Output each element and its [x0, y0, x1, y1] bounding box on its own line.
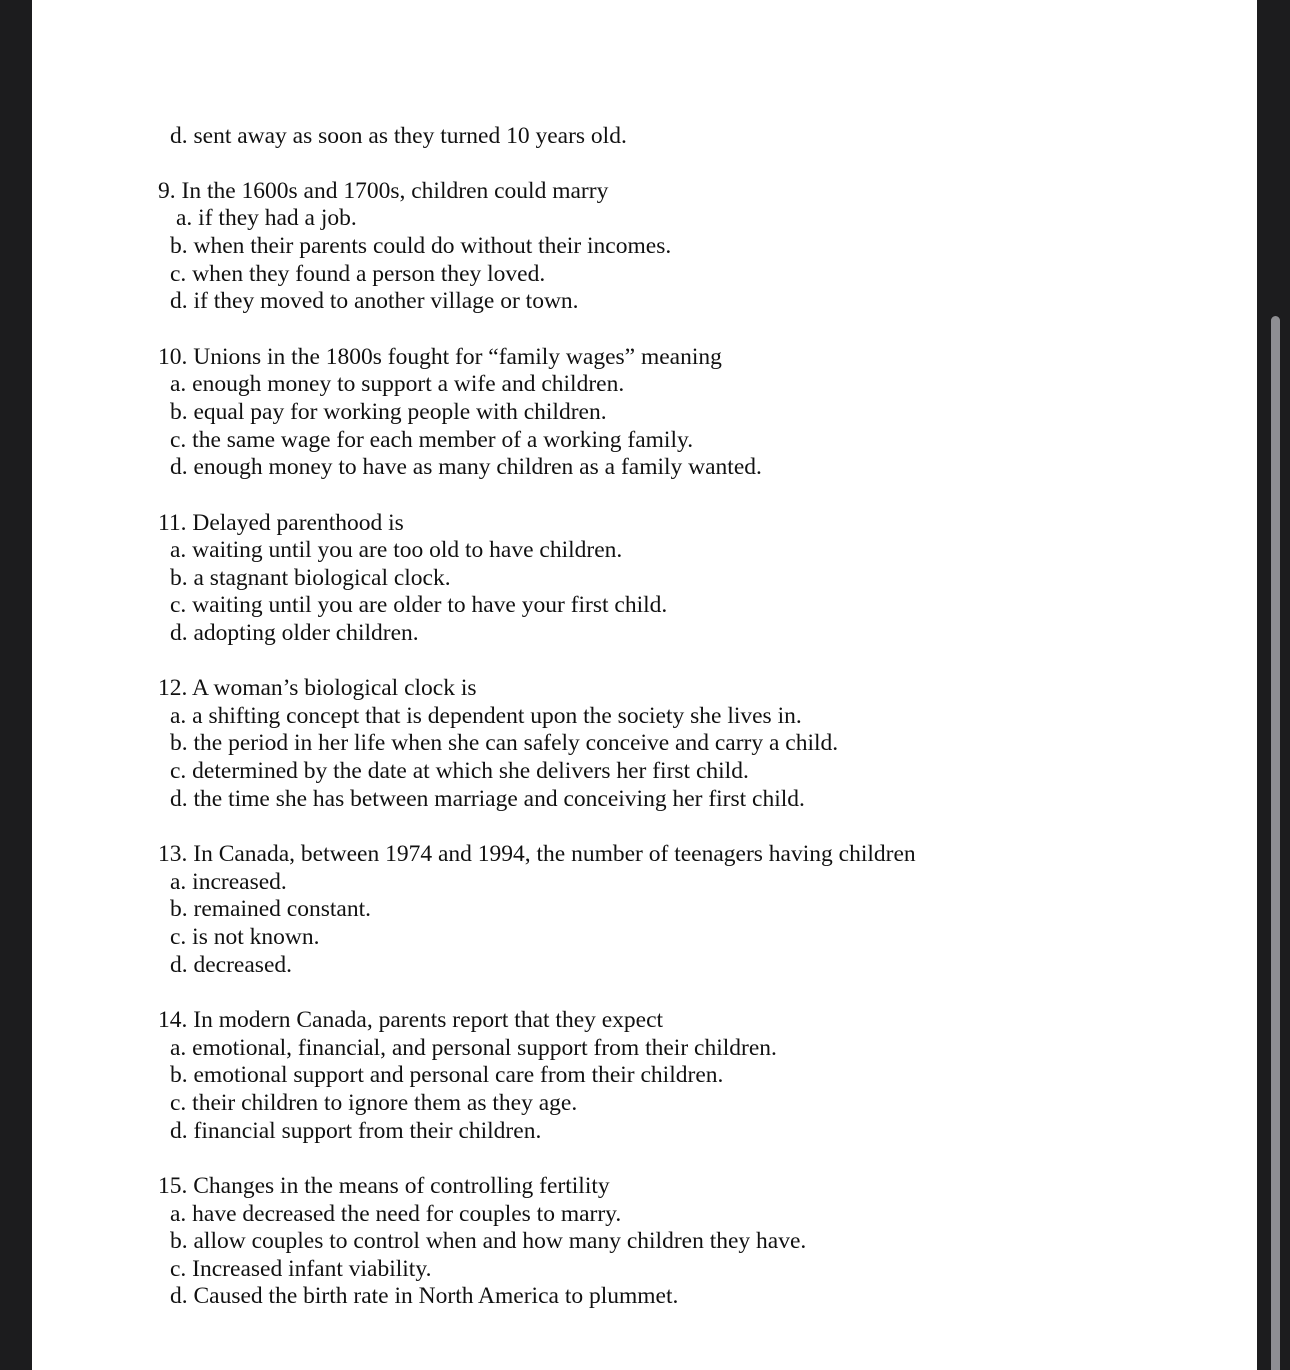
question-9-stem: 9. In the 1600s and 1700s, children could marry [158, 178, 609, 204]
question-14-option-b: b. emotional support and personal care from their children. [170, 1062, 724, 1088]
question-9-option-b: b. when their parents could do without their incomes. [170, 233, 672, 259]
question-15-option-a: a. have decreased the need for couples to marry. [170, 1201, 622, 1227]
question-13-option-b: b. remained constant. [170, 896, 371, 922]
question-12-option-a: a. a shifting concept that is dependent upon the society she lives in. [170, 703, 802, 729]
question-11-option-c: c. waiting until you are older to have your first child. [170, 592, 668, 618]
question-13-option-c: c. is not known. [170, 924, 320, 950]
document-page [32, 0, 1257, 1370]
question-10-option-b: b. equal pay for working people with children. [170, 399, 607, 425]
question-14-option-d: d. financial support from their children. [170, 1118, 542, 1144]
question-12-option-b: b. the period in her life when she can safely conceive and carry a child. [170, 730, 839, 756]
question-13-option-d: d. decreased. [170, 952, 292, 978]
question-11-stem: 11. Delayed parenthood is [158, 510, 404, 536]
question-12-option-c: c. determined by the date at which she delivers her first child. [170, 758, 749, 784]
question-11-option-d: d. adopting older children. [170, 620, 419, 646]
vertical-scrollbar[interactable] [1266, 0, 1286, 1370]
question-10-option-a: a. enough money to support a wife and children. [170, 371, 625, 397]
question-14-option-a: a. emotional, financial, and personal support from their children. [170, 1035, 777, 1061]
question-12-option-d: d. the time she has between marriage and conceiving her first child. [170, 786, 805, 812]
question-10-option-c: c. the same wage for each member of a working family. [170, 427, 694, 453]
question-12-stem: 12. A woman’s biological clock is [158, 675, 477, 701]
question-9-option-d: d. if they moved to another village or town. [170, 288, 579, 314]
question-15-option-b: b. allow couples to control when and how many children they have. [170, 1228, 807, 1254]
carryover-option-d: d. sent away as soon as they turned 10 years old. [170, 123, 627, 149]
question-10-stem: 10. Unions in the 1800s fought for “family wages” meaning [158, 344, 722, 370]
question-10-option-d: d. enough money to have as many children as a family wanted. [170, 454, 762, 480]
question-13-stem: 13. In Canada, between 1974 and 1994, the number of teenagers having children [158, 841, 916, 867]
scrollbar-thumb[interactable] [1271, 316, 1280, 1370]
question-13-option-a: a. increased. [170, 869, 287, 895]
question-11-option-a: a. waiting until you are too old to have children. [170, 537, 623, 563]
question-14-option-c: c. their children to ignore them as they age. [170, 1090, 578, 1116]
question-9-option-c: c. when they found a person they loved. [170, 261, 546, 287]
question-15-option-c: c. Increased infant viability. [170, 1256, 432, 1282]
question-9-option-a: a. if they had a job. [176, 205, 357, 231]
question-11-option-b: b. a stagnant biological clock. [170, 565, 451, 591]
question-15-option-d: d. Caused the birth rate in North America to plummet. [170, 1283, 679, 1309]
question-15-stem: 15. Changes in the means of controlling fertility [158, 1173, 610, 1199]
question-14-stem: 14. In modern Canada, parents report that they expect [158, 1007, 664, 1033]
